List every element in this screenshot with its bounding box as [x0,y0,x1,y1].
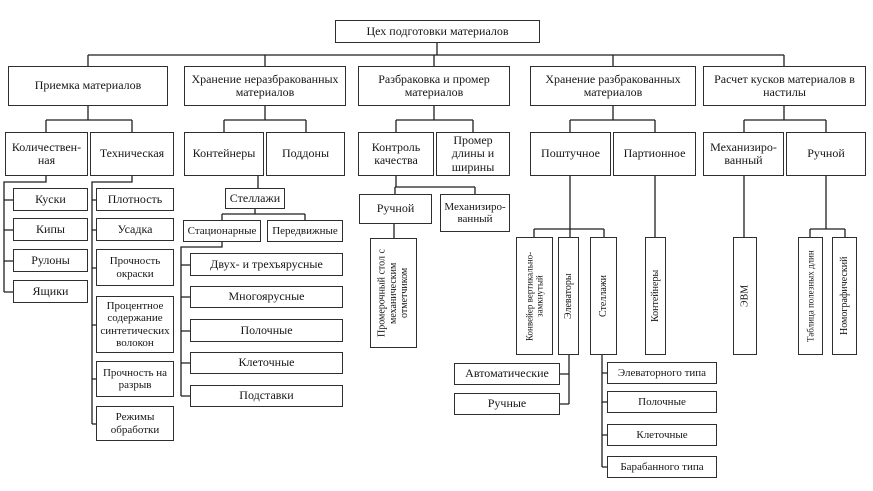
node-podstavki: Подставки [190,385,343,407]
node-mehanizirovanny-kontrol: Механизиро-ванный [440,194,510,232]
node-rezhimy-obrabotki: Режимы обработки [96,406,174,441]
node-kontrol-kachestva: Контроль качества [358,132,434,176]
node-ruchnoy-kontrol: Ручной [359,194,432,224]
node-kolichestvennaya: Количествен-ная [5,132,88,176]
node-evm: ЭВМ [733,237,757,355]
node-rulony: Рулоны [13,249,88,272]
node-poddony: Поддоны [266,132,345,176]
branch-raschet: Расчет кусков материалов в настилы [703,66,866,106]
node-peredvizhnye: Передвижные [267,220,343,242]
node-nomografichesky: Номографический [832,237,857,355]
node-yashchiki: Ящики [13,280,88,303]
node-mehanizirovanny-raschet: Механизиро-ванный [703,132,784,176]
node-poshtuchnoe: Поштучное [530,132,611,176]
node-elevatory: Элеваторы [558,237,579,355]
node-kletochnye: Клеточные [190,352,343,374]
branch-priemka: Приемка материалов [8,66,168,106]
node-konteynery-vert: Контейнеры [645,237,666,355]
node-prochnost-okraski: Прочность окраски [96,249,174,286]
branch-hranenie-nerazbrak: Хранение неразбракованных материалов [184,66,346,106]
node-workshop-root: Цех подготовки материалов [335,20,540,43]
node-kletochnye-2: Клеточные [607,424,717,446]
node-barabannogo-tipa: Барабанного типа [607,456,717,478]
node-konteynery: Контейнеры [184,132,264,176]
node-mnogoyarusnye: Многоярусные [190,286,343,308]
node-usadka: Усадка [96,218,174,241]
node-ruchnye: Ручные [454,393,560,415]
node-dvuh-trehyarusnye: Двух- и трехъярусные [190,253,343,276]
branch-hranenie-razbrak: Хранение разбракованных материалов [530,66,696,106]
node-konveyer-vertikalno-zamknuty: Конвейер вертикально-замкнутый [516,237,553,355]
node-polochnye: Полочные [190,319,343,342]
node-tehnicheskaya: Техническая [90,132,174,176]
node-ruchnoy-raschet: Ручной [786,132,866,176]
node-kuski: Куски [13,188,88,211]
node-procent-sintetika: Процентное содержание синтетических волокон [96,296,174,353]
node-avtomaticheskie: Автоматические [454,363,560,385]
node-kipy: Кипы [13,218,88,241]
node-stellazhi: Стеллажи [225,188,285,209]
node-elevatornogo-tipa: Элеваторного типа [607,362,717,384]
node-prochnost-razryv: Прочность на разрыв [96,361,174,397]
node-promerochny-stol: Промерочный стол с механическим отметчиком [370,238,417,348]
node-plotnost: Плотность [96,188,174,211]
node-polochnye-2: Полочные [607,391,717,413]
branch-razbrakovka: Разбраковка и промер материалов [358,66,510,106]
node-partionnoe: Партионное [613,132,696,176]
node-stacionarnye: Стационарные [183,220,261,242]
node-stellazhi-vert: Стеллажи [590,237,617,355]
node-tablica-poleznyh-dlin: Таблица полезных длин [798,237,823,355]
node-promer-dliny: Промер длины и ширины [436,132,510,176]
